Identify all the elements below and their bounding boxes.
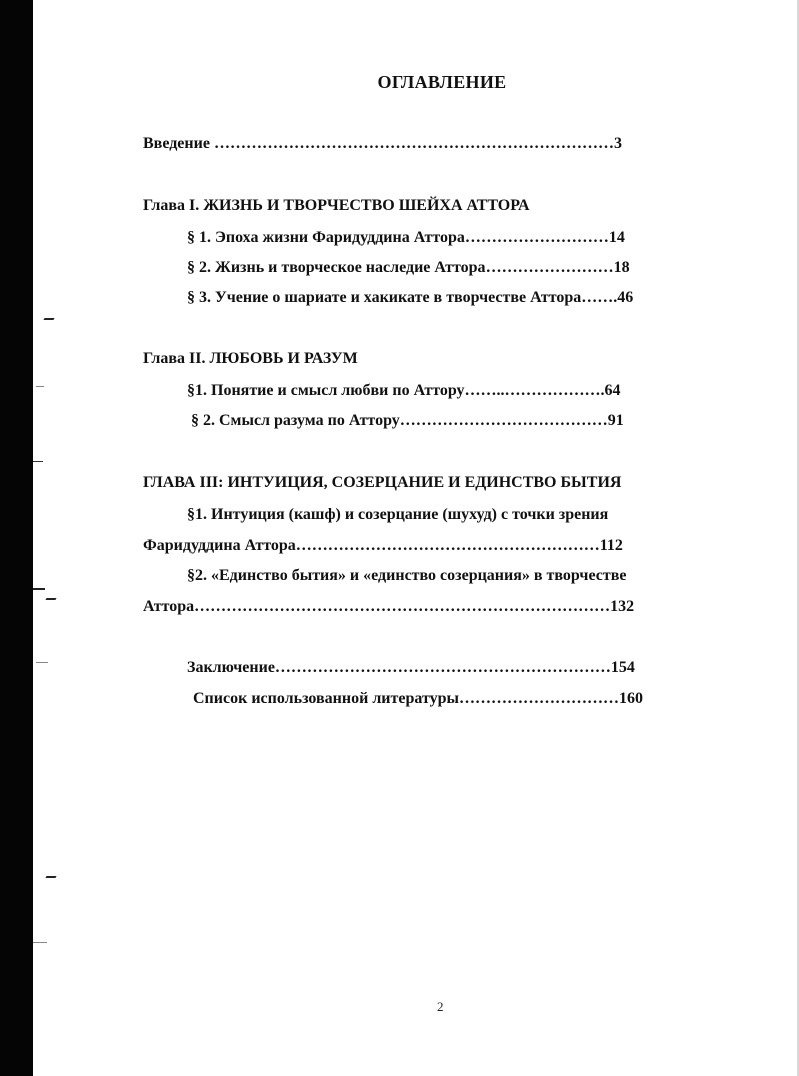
toc-entry-conclusion xyxy=(187,658,635,678)
toc-leader-dots: ……..………………. xyxy=(464,382,605,399)
toc-entry-3-1-line1 xyxy=(187,505,608,525)
toc-leader-dots: ……. xyxy=(581,289,618,306)
toc-entry-label: Список использованной литературы xyxy=(193,690,459,707)
toc-page-number: 18 xyxy=(613,259,630,276)
toc-page-number: 91 xyxy=(607,412,624,429)
toc-entry-3-1-line2 xyxy=(143,536,623,556)
scan-mark xyxy=(33,942,47,943)
toc-page-number: 3 xyxy=(613,135,622,152)
toc-entry-label: § 2. Жизнь и творческое наследие Аттора xyxy=(187,259,486,276)
toc-leader-dots: ………………………………… xyxy=(399,412,608,429)
scan-mark xyxy=(36,386,44,387)
scan-mark xyxy=(36,662,48,663)
scan-mark xyxy=(43,318,54,320)
toc-leader-dots: …………………………………………………………………… xyxy=(194,598,611,615)
toc-page-number: 132 xyxy=(610,598,635,615)
toc-page-number: 160 xyxy=(619,690,643,707)
scan-mark xyxy=(33,461,43,462)
toc-entry-label: § 1. Эпоха жизни Фаридуддина Аттора xyxy=(187,229,465,246)
toc-entry-label: Глава II. ЛЮБОВЬ И РАЗУМ xyxy=(143,350,358,367)
toc-page-number: 112 xyxy=(599,537,623,554)
toc-entry-1-1 xyxy=(187,228,625,248)
toc-chapter-2-heading xyxy=(143,349,358,369)
toc-entry-label: ГЛАВА III: ИНТУИЦИЯ, СОЗЕРЦАНИЕ И ЕДИНСТВО БЫТИЯ xyxy=(143,474,622,491)
toc-leader-dots: ………………………… xyxy=(459,690,619,707)
toc-entry-bibliography xyxy=(193,689,643,709)
toc-entry-label: Заключение xyxy=(187,659,275,676)
scan-shadow-left xyxy=(0,0,33,1076)
scan-mark xyxy=(45,598,56,600)
toc-entry-label: Аттора xyxy=(143,598,195,615)
toc-leader-dots: ……………………………………………………… xyxy=(274,659,611,676)
scan-mark xyxy=(33,588,45,590)
toc-leader-dots: ………………………………………………………………… xyxy=(213,135,614,152)
toc-leader-dots: ………………………………………………… xyxy=(295,537,600,554)
toc-entry-2-2 xyxy=(191,411,624,431)
toc-entry-2-1 xyxy=(187,381,621,401)
toc-entry-label: Фаридуддина Аттора xyxy=(143,537,296,554)
toc-entry-3-2-line2 xyxy=(143,597,634,617)
toc-entry-1-2 xyxy=(187,258,630,278)
scan-mark xyxy=(45,876,56,878)
toc-title: ОГЛАВЛЕНИЕ xyxy=(377,72,507,92)
toc-page-number: 154 xyxy=(610,659,635,676)
toc-page-number: 14 xyxy=(608,229,625,246)
toc-chapter-1-heading xyxy=(143,196,530,216)
toc-entry-label: § 2. Смысл разума по Аттору xyxy=(191,412,400,429)
toc-leader-dots: …………………… xyxy=(485,259,614,276)
toc-entry-3-2-line1 xyxy=(187,566,626,586)
toc-entry-1-3 xyxy=(187,288,633,308)
toc-entry-label: §2. «Единство бытия» и «единство созерцания» в творчестве xyxy=(187,567,627,584)
toc-entry-label: § 3. Учение о шариате и хакикате в творчестве Аттора xyxy=(187,289,582,306)
toc-entry-label: Введение xyxy=(143,135,214,152)
toc-leader-dots: ……………………… xyxy=(464,229,609,246)
toc-entry-label: §1. Понятие и смысл любви по Аттору xyxy=(187,382,465,399)
toc-chapter-3-heading xyxy=(143,473,621,493)
toc-entry-label: Глава I. ЖИЗНЬ И ТВОРЧЕСТВО ШЕЙХА АТТОРА xyxy=(143,197,530,214)
toc-page-number: 64 xyxy=(604,382,621,399)
toc-entry-label: §1. Интуиция (кашф) и созерцание (шухуд) с точки зрения xyxy=(187,506,609,523)
toc-entry-introduction xyxy=(143,134,622,154)
page-number: 2 xyxy=(437,999,444,1014)
toc-page-number: 46 xyxy=(617,289,634,306)
